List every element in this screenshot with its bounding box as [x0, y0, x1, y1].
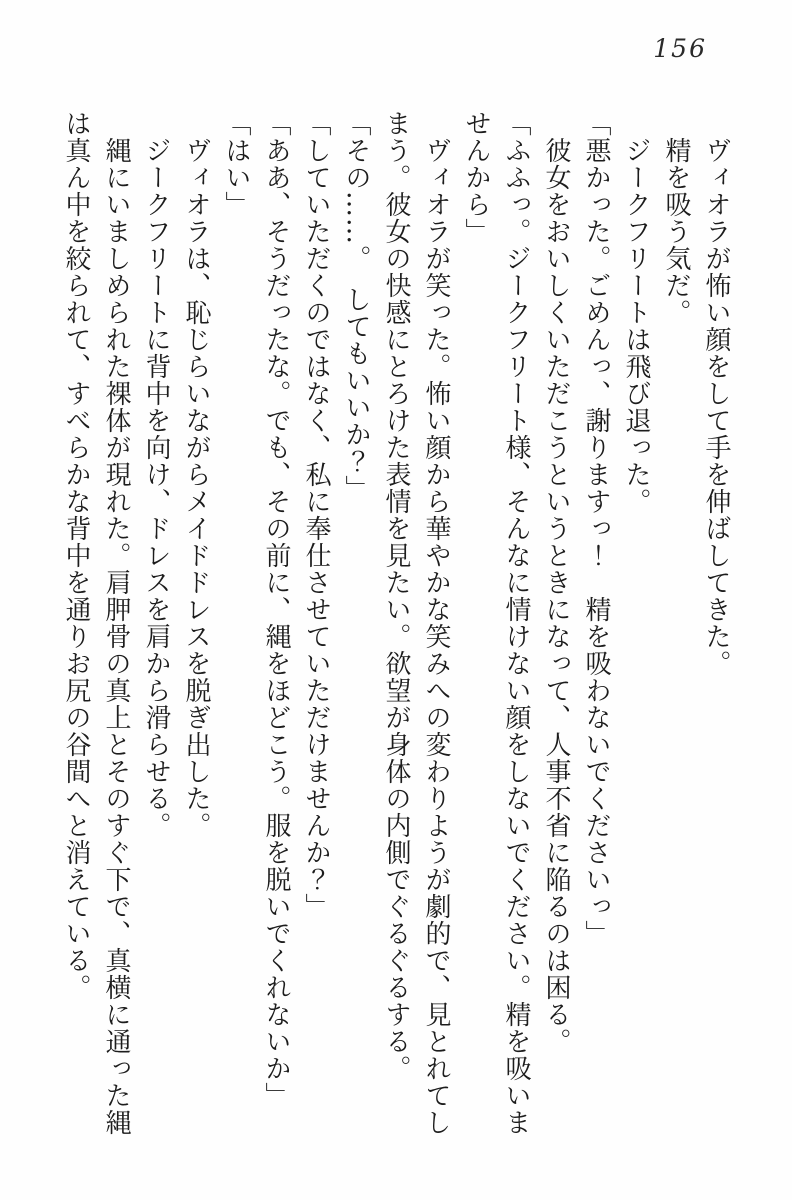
paragraph-narrative [616, 110, 656, 1196]
text-line: ヴィオラが笑った。怖い顔から華やかな笑みへの変わりようが劇的で、見とれてし [421, 110, 451, 1136]
paragraph-narrative [56, 110, 136, 1196]
text-line: ヴィオラが怖い顔をして手を伸ばしてきた。 [701, 110, 731, 677]
paragraph-narrative [656, 110, 696, 1196]
paragraph-narrative [136, 110, 176, 1196]
text-line: 「していただくのではなく、私に奉仕させていただけませんか？」 [301, 110, 331, 920]
text-line: は真ん中を絞られて、すべらかな背中を通りお尻の谷間へと消えている。 [61, 110, 91, 1001]
page-number: 156 [653, 34, 707, 63]
text-line: 縄にいましめられた裸体が現れた。肩胛骨の真上とそのすぐ下で、真横に通った縄 [101, 110, 131, 1136]
text-line: ジークフリートに背中を向け、ドレスを肩から滑らせる。 [141, 110, 171, 839]
text-line: 「はい」 [221, 110, 251, 218]
paragraph-dialogue [576, 110, 616, 1196]
paragraph-dialogue [456, 110, 536, 1196]
text-line: せんから」 [461, 110, 491, 245]
paragraph-dialogue [336, 110, 376, 1196]
text-line: まう。彼女の快感にとろけた表情を見たい。欲望が身体の内側でぐるぐるする。 [381, 110, 411, 1082]
text-block [56, 110, 736, 1196]
text-line: 「悪かった。ごめんっ、謝りますっ！ 精を吸わないでくださいっ」 [581, 110, 611, 947]
paragraph-dialogue [256, 110, 296, 1196]
paragraph-narrative [696, 110, 736, 1196]
text-line: 「その……。 してもいいか？」 [341, 110, 371, 502]
text-line: ジークフリートは飛び退った。 [621, 110, 651, 515]
paragraph-narrative [376, 110, 456, 1196]
paragraph-narrative [176, 110, 216, 1196]
text-line: 「ああ、そうだったな。でも、その前に、縄をほどこう。服を脱いでくれないか」 [261, 110, 291, 1109]
paragraph-dialogue [216, 110, 256, 1196]
text-line: 彼女をおいしくいただこうというときになって、人事不省に陥るのは困る。 [541, 110, 571, 1055]
text-line: 精を吸う気だ。 [661, 110, 691, 326]
paragraph-narrative [536, 110, 576, 1196]
paragraph-dialogue [296, 110, 336, 1196]
text-line: ヴィオラは、恥じらいながらメイドドレスを脱ぎ出した。 [181, 110, 211, 839]
text-line: 「ふふっ。ジークフリート様、そんなに情けない顔をしないでください。精を吸いま [501, 110, 531, 1136]
